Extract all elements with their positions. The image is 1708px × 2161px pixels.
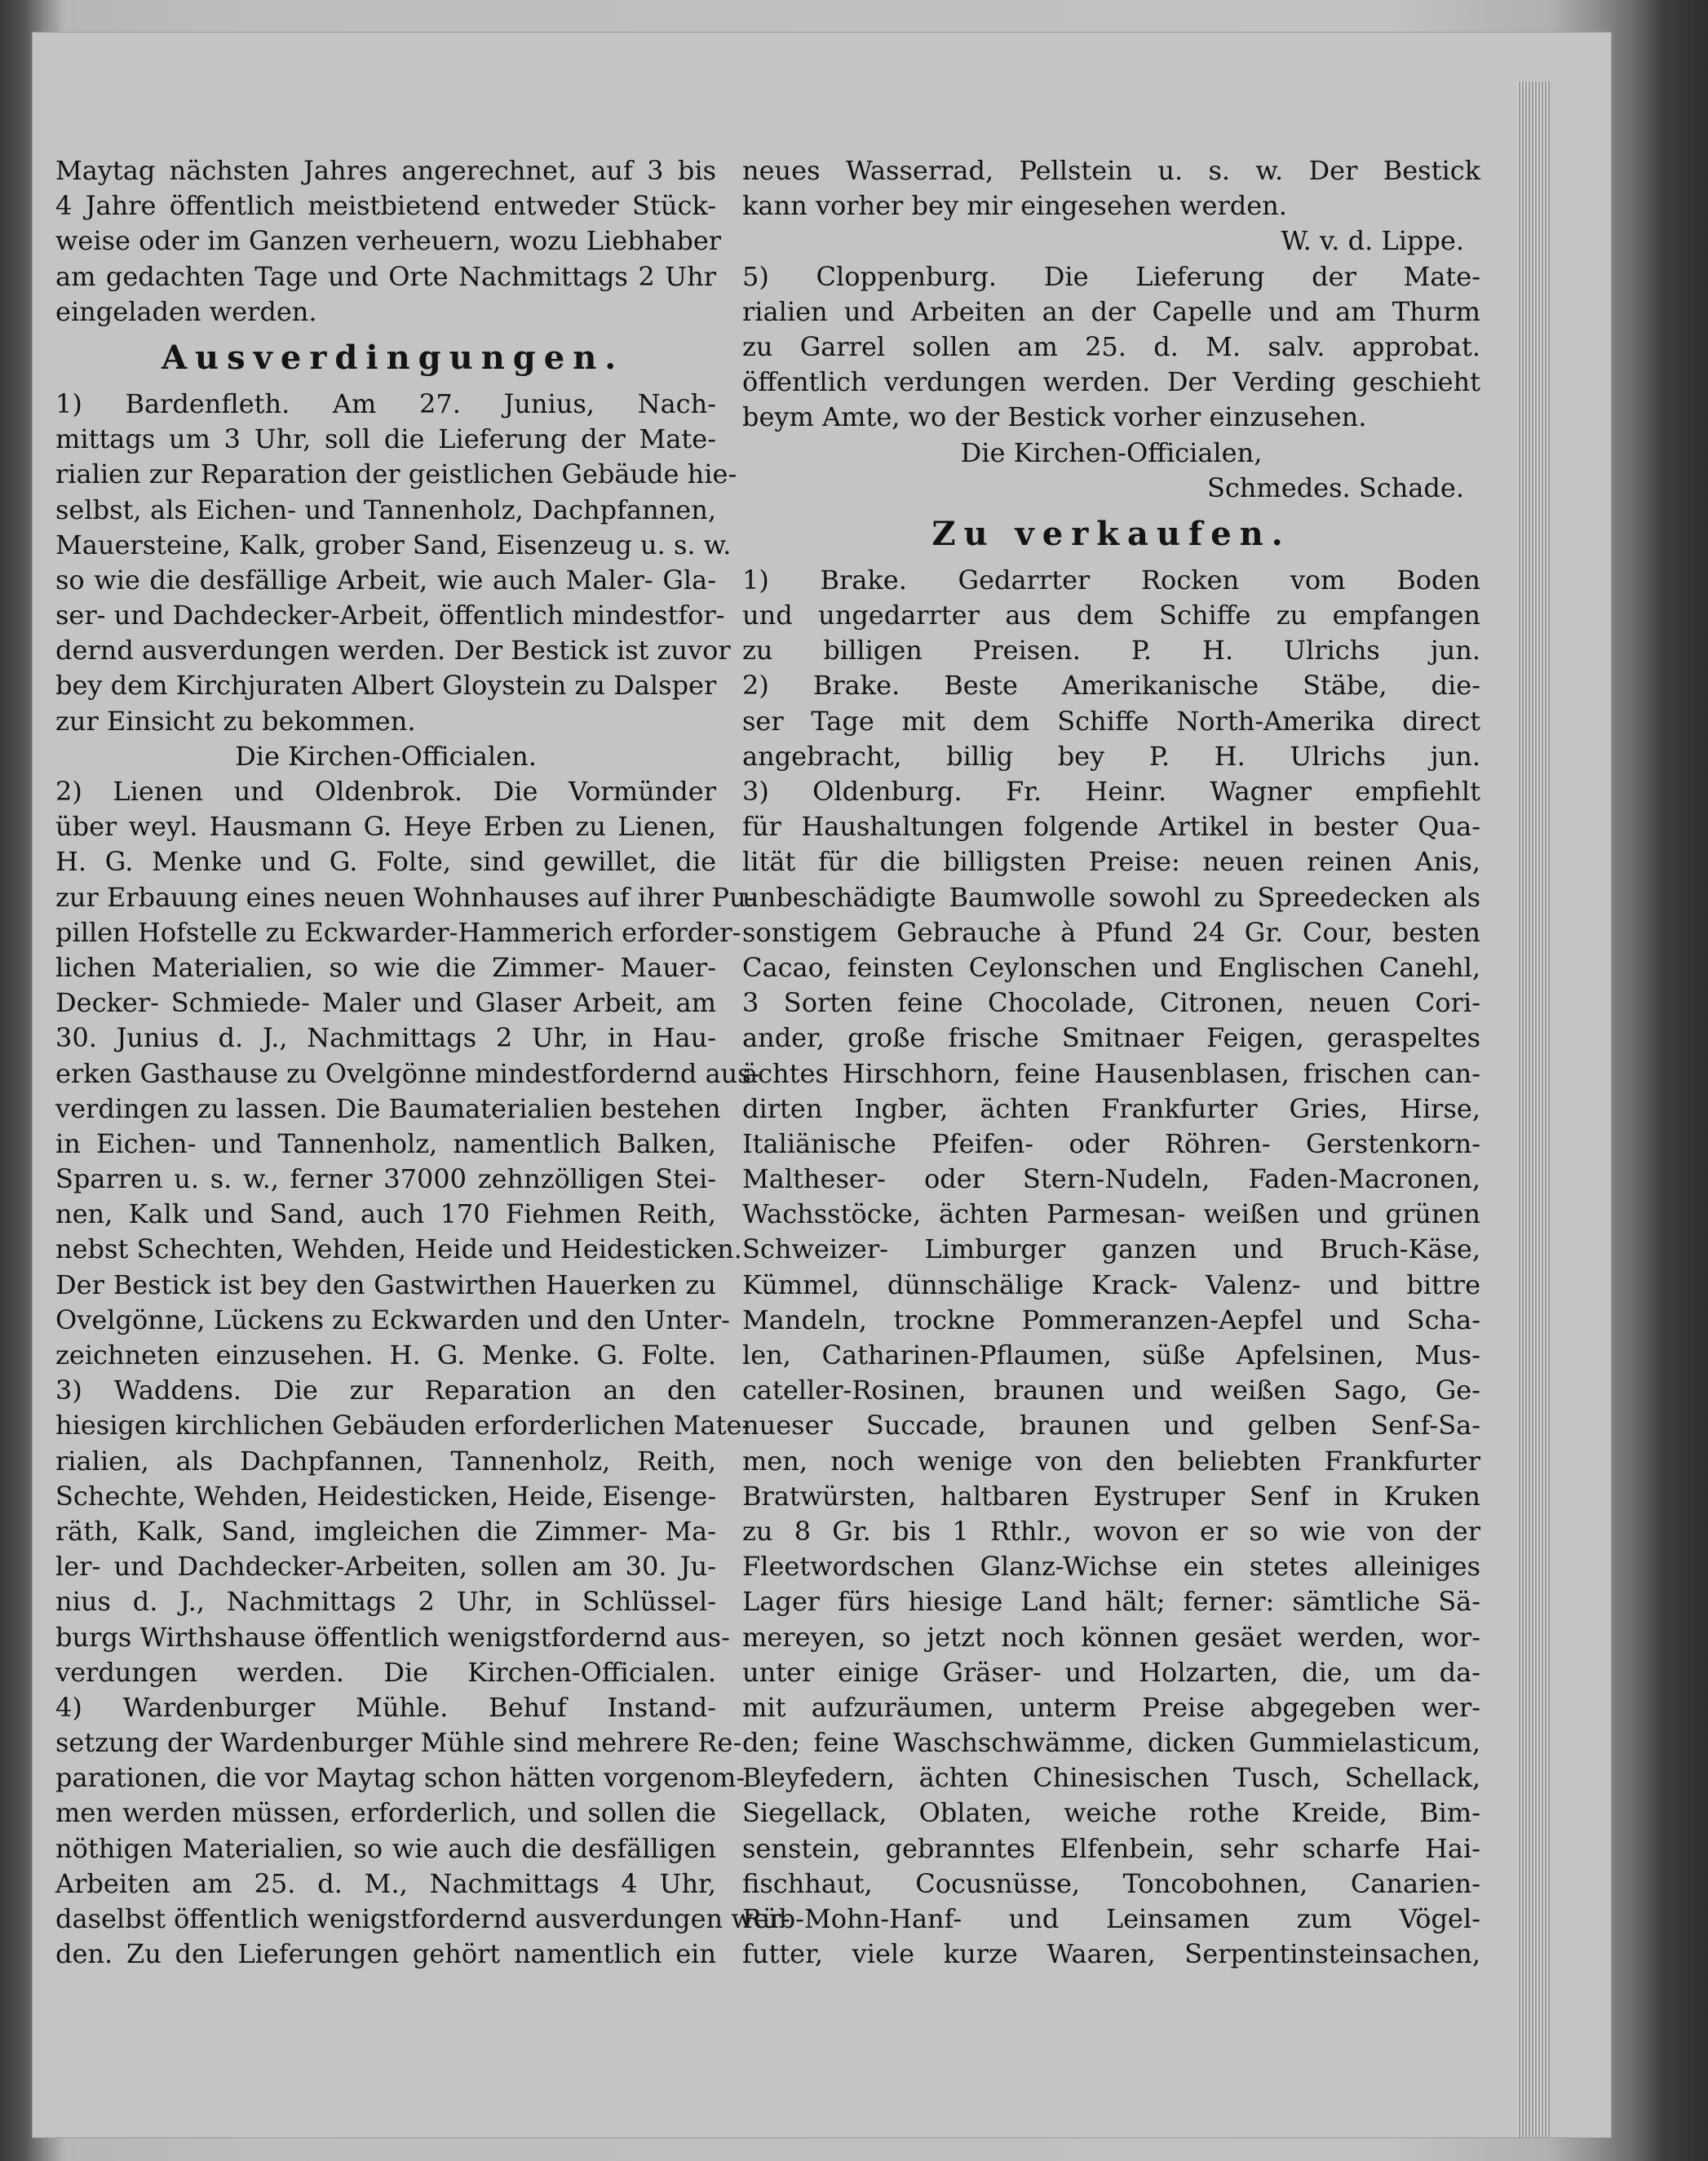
text-line: ser Tage mit dem Schiffe North-Amerika direct — [742, 705, 1480, 737]
text-line: burgs Wirthshause öffentlich wenigstfordernd aus- — [55, 1621, 730, 1653]
text-line: erken Gasthause zu Ovelgönne mindestfordernd aus- — [55, 1057, 760, 1089]
text-line: Maytag nächsten Jahres angerechnet, auf 3 bis — [55, 155, 716, 186]
text-line: 3) Waddens. Die zur Reparation an den — [55, 1375, 716, 1406]
text-line: verdingen zu lassen. Die Baumaterialien bestehen — [55, 1092, 721, 1124]
section-heading-ausverdingungen: Ausverdingungen. — [162, 338, 625, 377]
text-line: räth, Kalk, Sand, imgleichen die Zimmer- Ma- — [55, 1515, 716, 1547]
text-line: über weyl. Hausmann G. Heye Erben zu Lienen, — [55, 811, 716, 843]
text-line: selbst, als Eichen- und Tannenholz, Dachpfannen, — [55, 494, 716, 525]
text-line: 30. Junius d. J., Nachmittags 2 Uhr, in Hau- — [55, 1022, 716, 1054]
text-line: Decker- Schmiede- Maler und Glaser Arbeit, am — [55, 987, 716, 1019]
text-line: 4 Jahre öffentlich meistbietend entweder Stück- — [55, 190, 716, 222]
text-line: senstein, gebranntes Elfenbein, sehr scharfe Hai- — [742, 1832, 1480, 1864]
notice-brake-1 — [742, 563, 1480, 669]
signature: W. v. d. Lippe. — [1281, 225, 1464, 257]
text-line: lichen Materialien, so wie die Zimmer- Mauer- — [55, 951, 716, 983]
notice-brake-2 — [742, 668, 1480, 774]
text-line: ächtes Hirschhorn, feine Hausenblasen, frischen can- — [742, 1057, 1480, 1089]
text-line: Maltheser- oder Stern-Nudeln, Faden-Macronen, — [742, 1163, 1480, 1195]
text-line: 2) Brake. Beste Amerikanische Stäbe, die- — [742, 670, 1480, 702]
text-line: zu billigen Preisen. P. H. Ulrichs jun. — [742, 635, 1480, 666]
notice-bardenfleth — [55, 387, 737, 774]
text-line: dernd ausverdungen werden. Der Bestick ist zuvor — [55, 635, 731, 666]
text-line: parationen, die vor Maytag schon hätten vorgenom- — [55, 1762, 746, 1794]
right-intro — [742, 153, 1480, 259]
text-line: Wachsstöcke, ächten Parmesan- weißen und grünen — [742, 1198, 1480, 1230]
signature: Die Kirchen-Officialen. — [235, 740, 537, 772]
text-line: eingeladen werden. — [55, 295, 317, 327]
signature: Die Kirchen-Officialen, — [960, 436, 1263, 468]
text-line: Arbeiten am 25. d. M., Nachmittags 4 Uhr, — [55, 1867, 716, 1899]
text-line: lität für die billigsten Preise: neuen reinen Anis, — [742, 846, 1480, 878]
text-line: zur Erbauung eines neuen Wohnhauses auf ihrer Pu- — [55, 881, 755, 913]
text-line: Sparren u. s. w., ferner 37000 zehnzölligen Stei- — [55, 1163, 716, 1195]
text-line: hiesigen kirchlichen Gebäuden erforderlichen Mate- — [55, 1410, 751, 1441]
notice-lienen-oldenbrok — [55, 774, 760, 1373]
text-line: 4) Wardenburger Mühle. Behuf Instand- — [55, 1691, 716, 1723]
text-line: zur Einsicht zu bekommen. — [55, 705, 416, 737]
text-line: futter, viele kurze Waaren, Serpentinsteinsachen, — [742, 1938, 1480, 1970]
text-line: 3) Oldenburg. Fr. Heinr. Wagner empfiehlt — [742, 776, 1480, 807]
text-line: nius d. J., Nachmittags 2 Uhr, in Schlüssel- — [55, 1586, 716, 1618]
text-line: mereyen, so jetzt noch können gesäet werden, wor- — [742, 1621, 1480, 1653]
text-line: den; feine Waschschwämme, dicken Gummielasticum, — [742, 1727, 1480, 1759]
text-line: verdungen werden. Die Kirchen-Officialen. — [55, 1656, 716, 1688]
text-line: men, noch wenige von den beliebten Frankfurter — [742, 1445, 1480, 1477]
text-line: len, Catharinen-Pflaumen, süße Apfelsinen, Mus- — [742, 1340, 1480, 1371]
text-line: am gedachten Tage und Orte Nachmittags 2 Uhr — [55, 260, 716, 292]
notice-wardenburger-muehle — [55, 1690, 790, 1973]
text-line: so wie die desfällige Arbeit, wie auch Maler- Gla- — [55, 564, 716, 596]
text-line: Bleyfedern, ächten Chinesischen Tusch, Schellack, — [742, 1762, 1480, 1794]
text-line: zeichneten einzusehen. H. G. Menke. G. Folte. — [55, 1340, 716, 1371]
text-line: 1) Brake. Gedarrter Rocken vom Boden — [742, 564, 1480, 596]
text-line: zu Garrel sollen am 25. d. M. salv. approbat. — [742, 330, 1480, 362]
text-line: Schweizer- Limburger ganzen und Bruch-Käse, — [742, 1233, 1480, 1265]
text-line: nebst Schechten, Wehden, Heide und Heidesticken. — [55, 1233, 742, 1265]
left-intro — [55, 153, 722, 330]
text-line: Italiänische Pfeifen- oder Röhren- Gerstenkorn- — [742, 1127, 1480, 1159]
text-line: H. G. Menke und G. Folte, sind gewillet, die — [55, 846, 716, 878]
text-line: men werden müssen, erforderlich, und sollen die — [55, 1797, 716, 1829]
notice-waddens — [55, 1373, 751, 1690]
text-line: cateller-Rosinen, braunen und weißen Sago, Ge- — [742, 1375, 1480, 1406]
text-line: daselbst öffentlich wenigstfordernd ausverdungen wer- — [55, 1903, 790, 1934]
text-line: pillen Hofstelle zu Eckwarder-Hammerich erforder- — [55, 916, 741, 948]
text-line: 1) Bardenfleth. Am 27. Junius, Nach- — [55, 387, 716, 419]
text-line: rialien zur Reparation der geistlichen Gebäude hie- — [55, 458, 737, 490]
right-column — [742, 153, 1480, 1972]
text-line: 5) Cloppenburg. Die Lieferung der Mate- — [742, 260, 1480, 292]
text-line: nueser Succade, braunen und gelben Senf-Sa- — [742, 1410, 1480, 1441]
text-line: Kümmel, dünnschälige Krack- Valenz- und bittre — [742, 1269, 1480, 1300]
text-line: Schechte, Wehden, Heidesticken, Heide, Eisenge- — [55, 1480, 717, 1512]
text-line: nöthigen Materialien, so wie auch die desfälligen — [55, 1832, 716, 1864]
text-line: rialien, als Dachpfannen, Tannenholz, Reith, — [55, 1445, 716, 1477]
text-line: zu 8 Gr. bis 1 Rthlr., wovon er so wie von der — [742, 1515, 1480, 1547]
text-line: 3 Sorten feine Chocolade, Citronen, neuen Cori- — [742, 987, 1480, 1019]
signature: Schmedes. Schade. — [1206, 472, 1464, 503]
text-line: Lager fürs hiesige Land hält; ferner: sämtliche Sä- — [742, 1586, 1480, 1618]
text-line: sonstigem Gebrauche à Pfund 24 Gr. Cour, besten — [742, 916, 1480, 948]
text-line: mit aufzuräumen, unterm Preise abgegeben wer- — [742, 1691, 1480, 1723]
text-line: ser- und Dachdecker-Arbeit, öffentlich mindestfor- — [55, 600, 725, 631]
text-line: rialien und Arbeiten an der Capelle und am Thurm — [742, 295, 1480, 327]
page-stack-edge — [1517, 82, 1550, 2137]
text-line: Ovelgönne, Lückens zu Eckwarden und den Unter- — [55, 1304, 730, 1335]
text-line: neues Wasserrad, Pellstein u. s. w. Der Bestick — [742, 155, 1480, 186]
text-line: Rüb-Mohn-Hanf- und Leinsamen zum Vögel- — [742, 1903, 1480, 1934]
text-line: mittags um 3 Uhr, soll die Lieferung der Mate- — [55, 423, 716, 455]
text-line: beym Amte, wo der Bestick vorher einzusehen. — [742, 401, 1367, 433]
text-line: und ungedarrter aus dem Schiffe zu empfangen — [742, 600, 1480, 631]
text-line: Mauersteine, Kalk, grober Sand, Eisenzeug u. s. w. — [55, 529, 732, 560]
text-line: Der Bestick ist bey den Gastwirthen Hauerken zu — [55, 1269, 716, 1300]
notice-cloppenburg — [742, 259, 1480, 506]
text-line: dirten Ingber, ächten Frankfurter Gries, Hirse, — [742, 1092, 1480, 1124]
section-heading-zu-verkaufen: Zu verkaufen. — [931, 514, 1291, 553]
text-line: Mandeln, trockne Pommeranzen-Aepfel und Scha- — [742, 1304, 1480, 1335]
text-line: unbeschädigte Baumwolle sowohl zu Spreedecken als — [742, 881, 1480, 913]
text-line: in Eichen- und Tannenholz, namentlich Balken, — [55, 1127, 716, 1159]
text-line: Siegellack, Oblaten, weiche rothe Kreide, Bim- — [742, 1797, 1480, 1829]
text-line: nen, Kalk und Sand, auch 170 Fiehmen Reith, — [55, 1198, 716, 1230]
text-line: ander, große frische Smitnaer Feigen, geraspeltes — [742, 1022, 1480, 1054]
text-line: fischhaut, Cocusnüsse, Toncobohnen, Canarien- — [742, 1867, 1480, 1899]
left-column — [55, 153, 790, 1972]
text-line: kann vorher bey mir eingesehen werden. — [742, 190, 1287, 222]
text-line: Cacao, feinsten Ceylonschen und Englischen Canehl, — [742, 951, 1480, 983]
notice-oldenburg — [742, 774, 1480, 1972]
text-line: ler- und Dachdecker-Arbeiten, sollen am 30. Ju- — [55, 1551, 716, 1583]
text-line: 2) Lienen und Oldenbrok. Die Vormünder — [55, 776, 716, 807]
text-line: den. Zu den Lieferungen gehört namentlich ein — [55, 1938, 716, 1970]
text-line: öffentlich verdungen werden. Der Verding geschieht — [742, 366, 1480, 398]
text-line: unter einige Gräser- und Holzarten, die, um da- — [742, 1656, 1480, 1688]
text-line: für Haushaltungen folgende Artikel in bester Qua- — [742, 811, 1480, 843]
text-line: weise oder im Ganzen verheuern, wozu Liebhaber — [55, 225, 722, 257]
text-line: Fleetwordschen Glanz-Wichse ein stetes alleiniges — [742, 1551, 1480, 1583]
text-line: angebracht, billig bey P. H. Ulrichs jun. — [742, 740, 1480, 772]
text-line: Bratwürsten, haltbaren Eystruper Senf in Kruken — [742, 1480, 1480, 1512]
newspaper-page — [33, 33, 1611, 2137]
text-line: setzung der Wardenburger Mühle sind mehrere Re- — [55, 1727, 742, 1759]
text-line: bey dem Kirchjuraten Albert Gloystein zu Dalsper — [55, 670, 717, 702]
